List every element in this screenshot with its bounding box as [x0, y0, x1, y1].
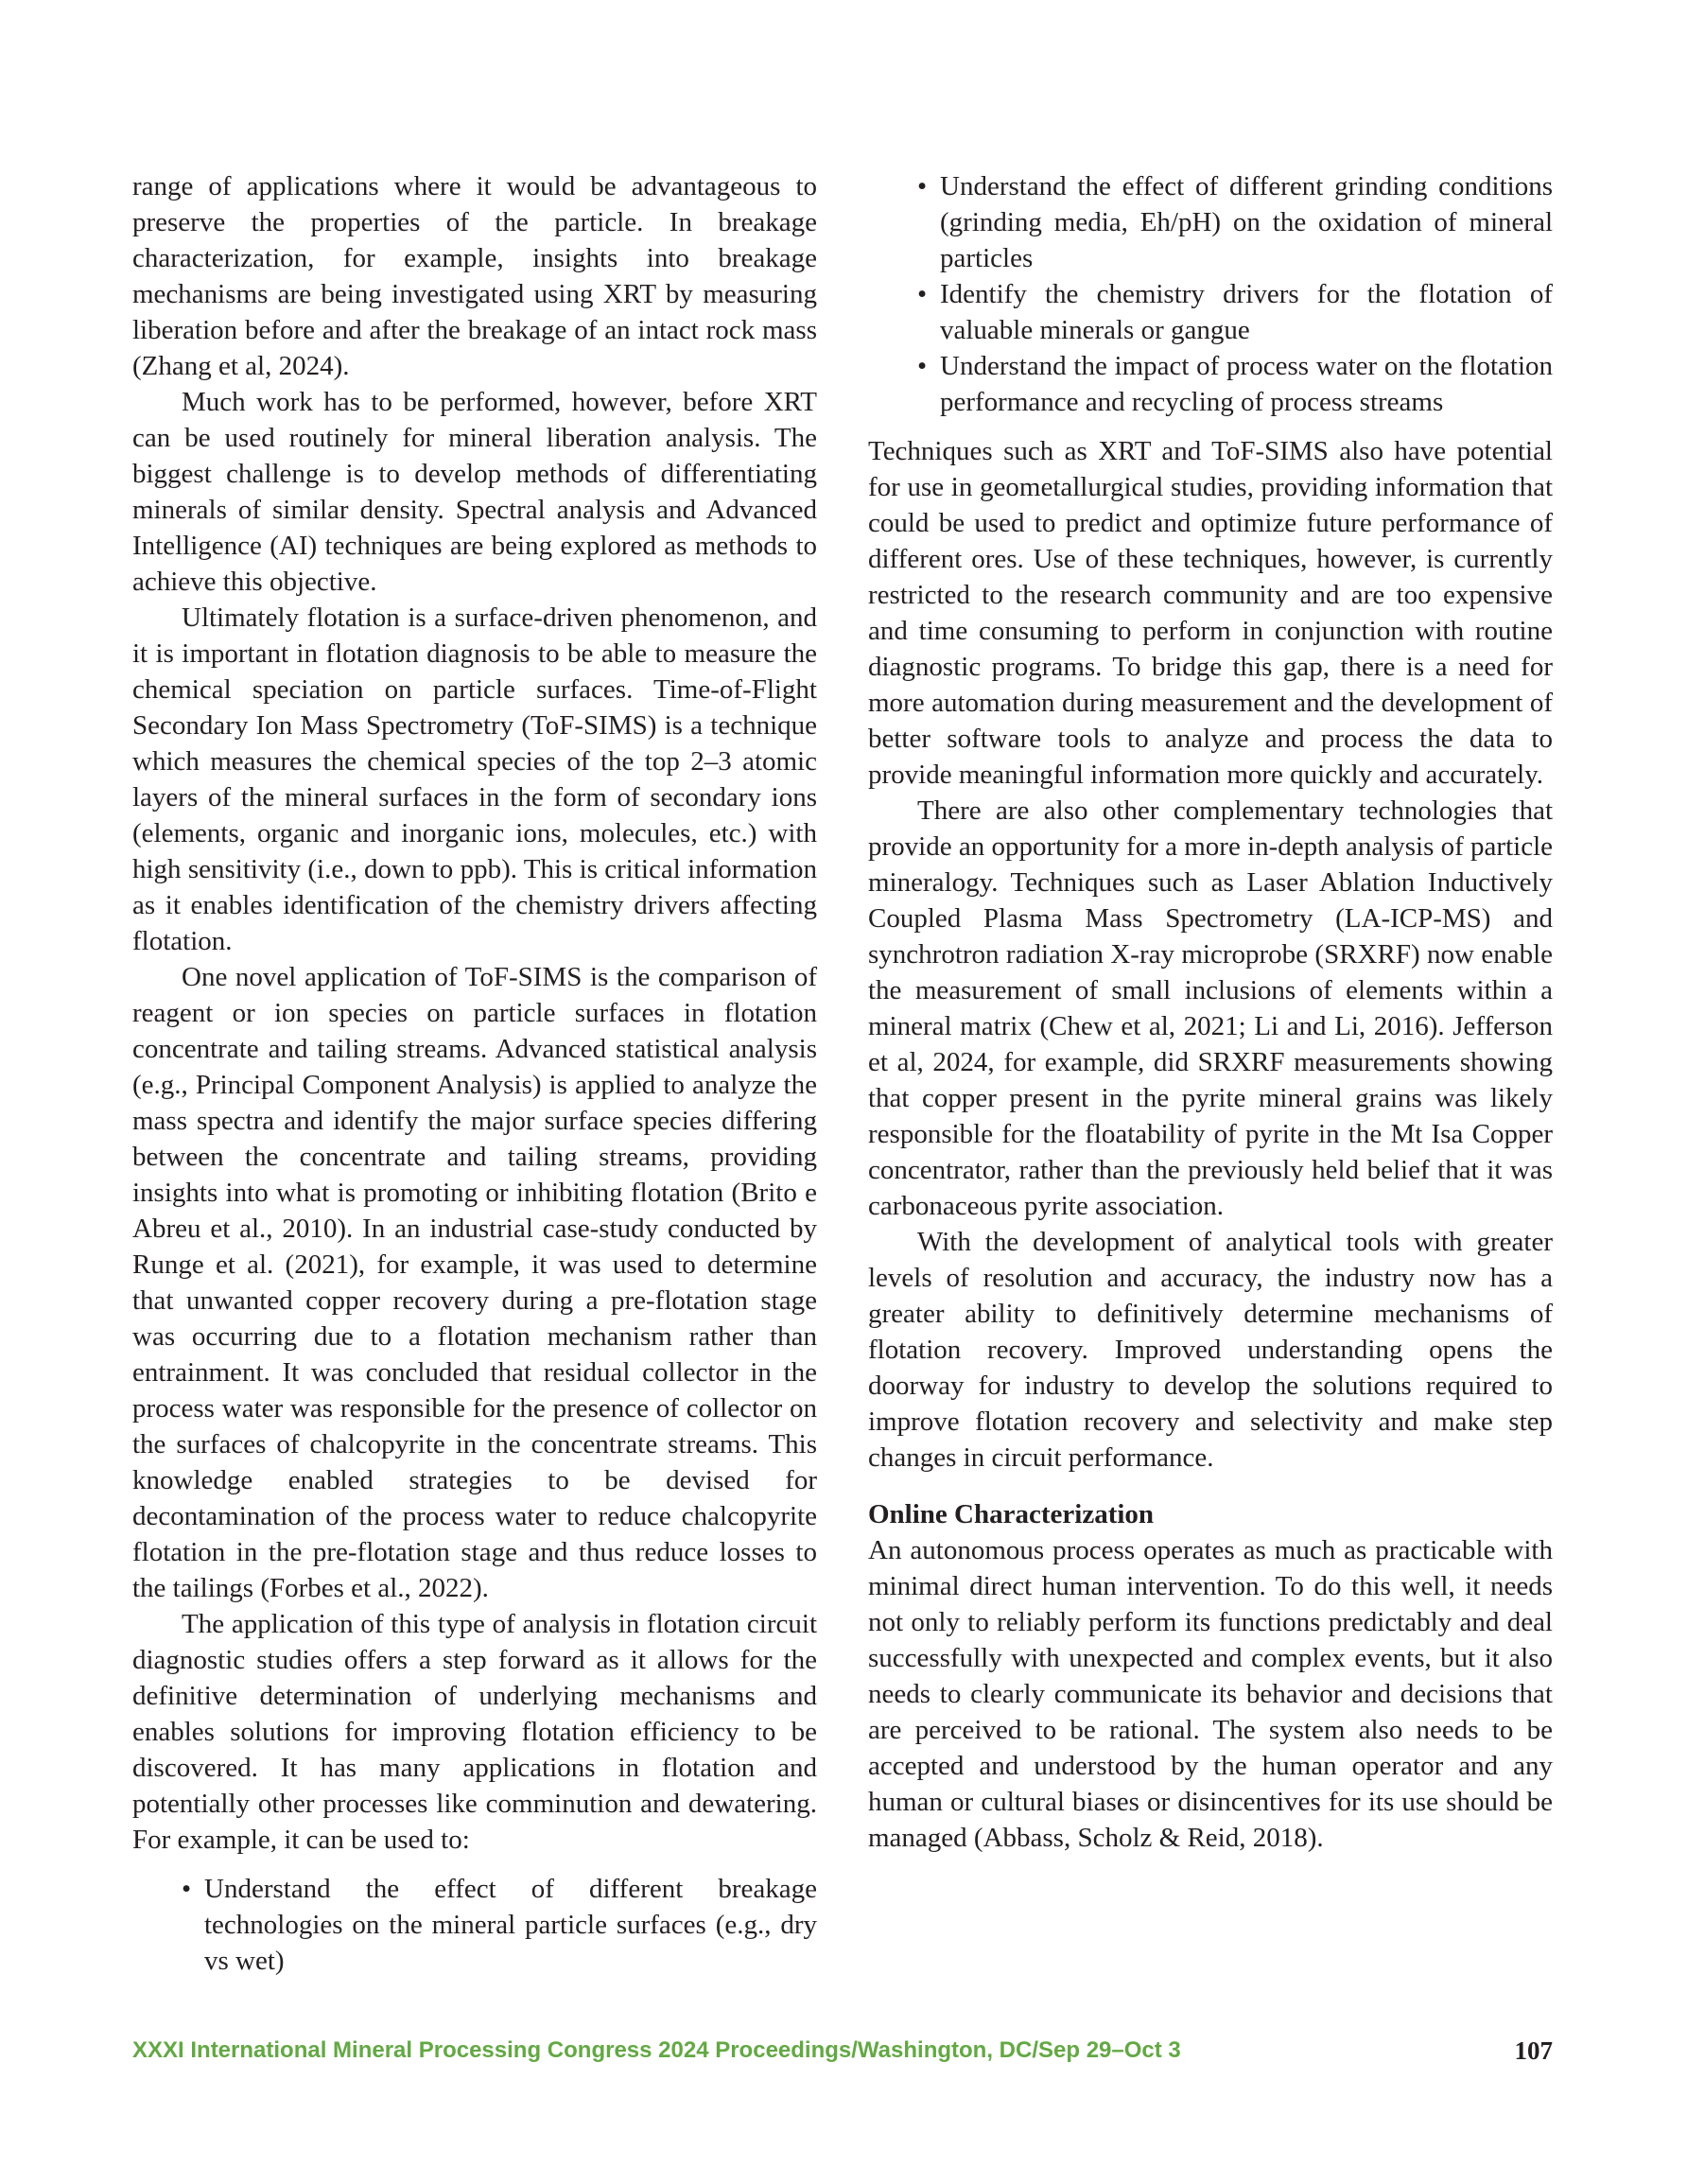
page-footer — [132, 2032, 1553, 2070]
list-item: • Identify the chemistry drivers for the flotation of valuable minerals or gangue — [868, 276, 1553, 348]
paragraph: Much work has to be performed, however, before XRT can be used routinely for mineral liberation analysis. The biggest challenge is to develop methods of differentiating minerals of similar density. Spectral analysis and Advanced Intelligence (AI) techniques are being explored as methods to achieve this objective. — [132, 387, 817, 597]
footer-title: XXXI International Mineral Processing Congress 2024 Proceedings/Washington, DC/Sep 29–Oct 3 — [132, 2037, 1181, 2063]
bullet-list — [868, 168, 1553, 420]
paragraph: Ultimately flotation is a surface-driven phenomenon, and it is important in flotation diagnosis to be able to measure the chemical speciation on particle surfaces. Time-of-Flight Secondary Ion Mass Spectrometry (ToF-SIMS) is a technique which measures the chemical species of the top 2–3 atomic layers of the mineral surfaces in the form of secondary ions (elements, organic and inorganic ions, molecules, etc.) with high sensitivity (i.e., down to ppb). This is critical information as it enables identification of the chemistry drivers affecting flotation. — [132, 603, 817, 956]
section-heading: Online Characterization — [868, 1499, 1155, 1529]
list-item: • Understand the effect of different breakage technologies on the mineral particle surfaces (e.g., dry vs wet) — [132, 1871, 817, 1979]
paragraph: The application of this type of analysis in flotation circuit diagnostic studies offers a step forward as it allows for the definitive determination of underlying mechanisms and enables solutions for improving flotation efficiency to be discovered. It has many applications in flotation and potentially other processes like comminution and dewatering. For example, it can be used to: — [132, 1609, 817, 1855]
paragraph: There are also other complementary technologies that provide an opportunity for a more in-depth analysis of particle mineralogy. Techniques such as Laser Ablation Inductively Coupled Plasma Mass Spectrometry (LA-ICP-MS) and synchrotron radiation X-ray microprobe (SRXRF) now enable the measurement of small inclusions of elements within a mineral matrix (Chew et al, 2021; Li and Li, 2016). Jefferson et al, 2024, for example, did SRXRF measurements showing that copper present in the pyrite mineral grains was likely responsible for the floatability of pyrite in the Mt Isa Copper concentrator, rather than the previously held belief that it was carbonaceous pyrite association. — [868, 795, 1553, 1221]
paragraph: One novel application of ToF-SIMS is the comparison of reagent or ion species on particle surfaces in flotation concentrate and tailing streams. Advanced statistical analysis (e.g., Principal Component Analysis) is applied to analyze the mass spectra and identify the major surface species differing between the concentrate and tailing streams, providing insights into what is promoting or inhibiting flotation (Brito e Abreu et al., 2010). In an industrial case-study conducted by Runge et al. (2021), for example, it was used to determine that unwanted copper recovery during a pre-flotation stage was occurring due to a flotation mechanism rather than entrainment. It was concluded that residual collector in the process water was responsible for the presence of collector on the surfaces of chalcopyrite in the concentrate streams. This knowledge enabled strategies to be devised for decontamination of the process water to reduce chalcopyrite flotation in the pre-flotation stage and thus reduce losses to the tailings (Forbes et al., 2022). — [132, 962, 817, 1603]
right-column — [868, 168, 1553, 1856]
left-column — [132, 168, 817, 1979]
paragraph: Techniques such as XRT and ToF-SIMS also have potential for use in geometallurgical studies, providing information that could be used to predict and optimize future performance of different ores. Use of these techniques, however, is currently restricted to the research community and are too expensive and time consuming to perform in conjunction with routine diagnostic programs. To bridge this gap, there is a need for more automation during measurement and the development of better software tools to analyze and process the data to provide meaningful information more quickly and accurately. — [868, 436, 1553, 790]
paragraph: With the development of analytical tools with greater levels of resolution and accuracy, the industry now has a greater ability to definitively determine mechanisms of flotation recovery. Improved understanding opens the doorway for industry to develop the solutions required to improve flotation recovery and selectivity and make step changes in circuit performance. — [868, 1227, 1553, 1473]
paragraph: An autonomous process operates as much as practicable with minimal direct human intervention. To do this well, it needs not only to reliably perform its functions predictably and deal successfully with unexpected and complex events, but it also needs to clearly communicate its behavior and decisions that are perceived to be rational. The system also needs to be accepted and understood by the human operator and any human or cultural biases or disincentives for its use should be managed (Abbass, Scholz & Reid, 2018). — [868, 1535, 1553, 1853]
list-item: • Understand the effect of different grinding conditions (grinding media, Eh/pH) on the oxidation of mineral particles — [868, 168, 1553, 276]
list-item: • Understand the impact of process water on the flotation performance and recycling of process streams — [868, 348, 1553, 420]
bullet-list — [132, 1871, 817, 1979]
paragraph: range of applications where it would be advantageous to preserve the properties of the particle. In breakage characterization, for example, insights into breakage mechanisms are being investigated using XRT by measuring liberation before and after the breakage of an intact rock mass (Zhang et al, 2024). — [132, 171, 817, 381]
page-number: 107 — [1514, 2036, 1553, 2065]
